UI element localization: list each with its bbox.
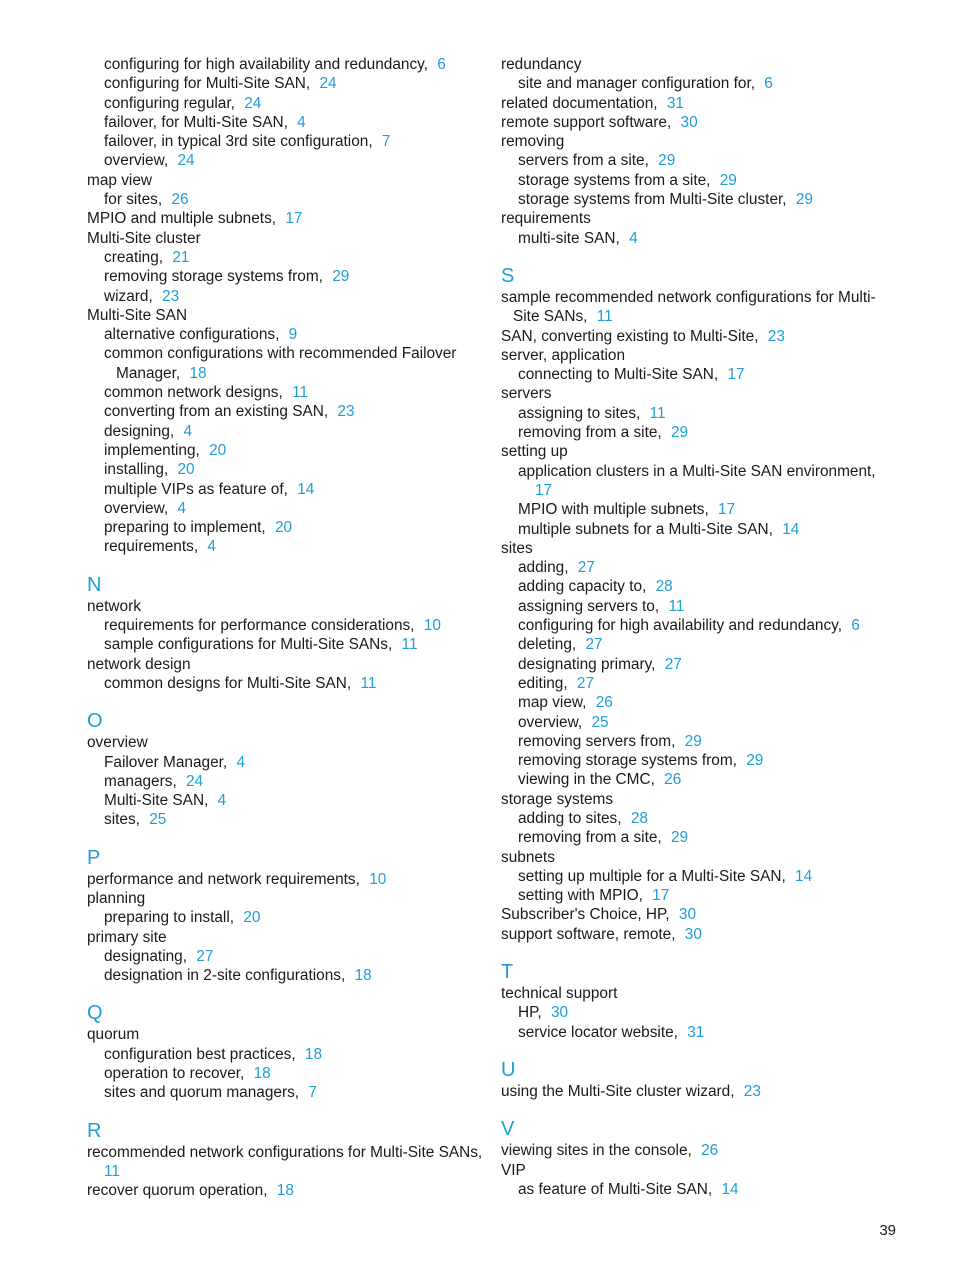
index-subentry — [501, 462, 901, 501]
page-reference-link[interactable]: 24 — [177, 152, 195, 170]
index-entry-text: requirements, — [104, 538, 199, 556]
index-subentry — [87, 753, 487, 772]
index-subentry — [87, 499, 487, 518]
index-section-letter: O — [87, 710, 103, 733]
index-entry — [87, 597, 487, 616]
page-reference-link[interactable]: 29 — [658, 152, 676, 170]
page-reference-link[interactable]: 26 — [701, 1142, 719, 1160]
page-reference-link[interactable]: 29 — [670, 829, 689, 847]
index-entry-text: technical support — [501, 985, 618, 1003]
page-reference-link[interactable]: 6 — [851, 617, 860, 635]
index-subentry — [501, 655, 901, 674]
index-entry-text: designing, — [104, 422, 175, 440]
index-subentry — [87, 383, 487, 402]
index-subentry — [87, 908, 487, 927]
index-entry — [501, 55, 901, 74]
index-entry-text: overview, — [518, 713, 583, 731]
index-subentry — [87, 267, 487, 286]
index-subentry — [87, 674, 487, 693]
index-entry — [501, 113, 901, 132]
index-entry — [87, 655, 487, 674]
index-subentry — [501, 616, 901, 635]
index-section-letter: S — [501, 264, 515, 287]
index-subentry — [501, 770, 901, 789]
index-entry — [87, 209, 487, 228]
index-subentry — [87, 537, 487, 556]
index-entry-text: converting from an existing SAN, — [104, 403, 329, 421]
index-entry-text: creating, — [104, 248, 164, 266]
index-subentry — [87, 190, 487, 209]
index-entry-text: connecting to Multi-Site SAN, — [518, 366, 719, 384]
index-subentry — [501, 190, 901, 209]
page-reference-link[interactable]: 4 — [207, 538, 216, 556]
index-entry-text: adding, — [518, 559, 569, 577]
index-section-letter: T — [501, 961, 514, 984]
index-entry-text: overview, — [104, 499, 169, 517]
index-entry — [87, 928, 487, 947]
page-reference-link[interactable]: 29 — [719, 171, 737, 189]
index-entry-text: setting up — [501, 443, 568, 461]
index-entry-text: MPIO with multiple subnets, — [518, 501, 709, 519]
page-reference-link[interactable]: 30 — [680, 113, 698, 131]
index-section-letter: V — [501, 1118, 515, 1141]
index-section-letter: Q — [87, 1002, 103, 1025]
index-entry-text: viewing in the CMC, — [518, 771, 655, 789]
index-entry-text: removing from a site, — [518, 424, 662, 442]
index-entry-text: planning — [87, 889, 146, 907]
index-entry-text: SAN, converting existing to Multi-Site, — [501, 327, 759, 345]
index-subentry — [87, 325, 487, 344]
page-reference-link[interactable]: 14 — [795, 867, 813, 885]
page-reference-link[interactable]: 26 — [171, 191, 189, 209]
index-entry-text: sites and quorum managers, — [104, 1084, 300, 1102]
index-entry-text: configuring for high availability and redundancy, — [104, 56, 428, 73]
index-section-letter: U — [501, 1058, 516, 1081]
page-reference-link[interactable]: 23 — [337, 403, 355, 421]
index-entry-text: preparing to install, — [104, 909, 235, 927]
index-section-letter: N — [87, 573, 102, 596]
index-entry-text: alternative configurations, — [104, 326, 280, 344]
index-entry — [501, 209, 901, 228]
index-entry-text: installing, — [104, 461, 169, 479]
index-entry-text: MPIO and multiple subnets, — [87, 210, 277, 228]
index-subentry — [87, 55, 487, 74]
page-reference-link[interactable]: 14 — [782, 520, 800, 538]
page-reference-link[interactable]: 27 — [585, 636, 603, 654]
index-entry-text: server, application — [501, 346, 626, 364]
index-entry — [87, 1181, 487, 1200]
index-entry-text: for sites, — [104, 191, 163, 209]
index-entry — [87, 1143, 487, 1182]
index-entry-text: configuring for Multi-Site SAN, — [104, 75, 311, 93]
index-subentry — [501, 597, 901, 616]
index-entry-text: sample configurations for Multi-Site SANs, — [104, 636, 393, 654]
index-subentry — [501, 171, 901, 190]
index-entry-text: configuring for high availability and redundancy, — [518, 617, 842, 635]
page-reference-link[interactable]: 25 — [149, 811, 167, 829]
index-entry — [87, 229, 487, 248]
page-reference-link[interactable]: 17 — [652, 887, 670, 905]
index-entry-text: viewing sites in the console, — [501, 1142, 692, 1160]
page-reference-link[interactable]: 7 — [308, 1084, 317, 1102]
index-entry-text: performance and network requirements, — [87, 870, 360, 888]
index-entry-text: multiple VIPs as feature of, — [104, 480, 288, 498]
index-subentry — [87, 344, 487, 383]
page-reference-link[interactable]: 11 — [649, 404, 666, 422]
index-entry-text: multiple subnets for a Multi-Site SAN, — [518, 520, 773, 538]
page-reference-link[interactable]: 4 — [297, 113, 306, 131]
page-reference-link[interactable]: 17 — [727, 366, 745, 384]
index-entry-text: assigning servers to, — [518, 597, 660, 615]
index-entry-text: network — [87, 597, 141, 615]
index-subentry — [87, 422, 487, 441]
index-subentry — [501, 404, 901, 423]
index-subentry — [501, 365, 901, 384]
index-entry-text: implementing, — [104, 441, 200, 459]
index-entry-text: Multi-Site SAN, — [104, 792, 209, 810]
index-subentry — [87, 402, 487, 421]
index-entry-text: remote support software, — [501, 113, 672, 131]
page-reference-link[interactable]: 23 — [162, 287, 180, 305]
page-reference-link[interactable]: 18 — [253, 1065, 271, 1083]
index-entry-text: setting up multiple for a Multi-Site SAN, — [518, 867, 786, 885]
index-entry-text: map view, — [518, 694, 587, 712]
index-entry-text: deleting, — [518, 636, 577, 654]
index-subentry — [501, 500, 901, 519]
page-reference-link[interactable]: 4 — [629, 229, 638, 247]
index-entry-text: sites — [501, 539, 533, 557]
index-entry-text: Multi-Site SAN — [87, 306, 188, 324]
index-entry-text: redundancy — [501, 56, 582, 73]
page-reference-link[interactable]: 24 — [319, 75, 337, 93]
index-entry-text: servers from a site, — [518, 152, 649, 170]
page-reference-link[interactable]: 28 — [655, 578, 673, 596]
index-subentry — [87, 810, 487, 829]
page-reference-link[interactable]: 11 — [401, 636, 418, 654]
page-reference-link[interactable]: 27 — [664, 655, 682, 673]
page-reference-link[interactable]: 24 — [244, 94, 262, 112]
index-section-letter: P — [87, 846, 101, 869]
index-entry — [501, 790, 901, 809]
index-subentry — [501, 423, 901, 442]
page-reference-link[interactable]: 26 — [664, 771, 682, 789]
index-entry — [501, 384, 901, 403]
index-entry-text: VIP — [501, 1161, 526, 1179]
index-subentry — [501, 751, 901, 770]
index-subentry — [87, 518, 487, 537]
index-entry — [501, 1141, 901, 1160]
index-entry — [501, 327, 901, 346]
index-subentry — [87, 94, 487, 113]
page-reference-link[interactable]: 29 — [670, 424, 689, 442]
index-subentry — [87, 460, 487, 479]
index-subentry — [87, 616, 487, 635]
page-reference-link[interactable]: 23 — [767, 327, 785, 345]
index-subentry — [501, 867, 901, 886]
index-entry-text: service locator website, — [518, 1023, 678, 1041]
page-reference-link[interactable]: 9 — [288, 326, 298, 344]
index-entry-text: wizard, — [104, 287, 153, 305]
page-reference-link[interactable]: 11 — [360, 674, 377, 692]
index-entry — [501, 539, 901, 558]
index-entry-text: operation to recover, — [104, 1065, 245, 1083]
page-reference-link[interactable]: 18 — [276, 1182, 294, 1200]
index-subentry — [501, 1180, 901, 1199]
index-entry-text: storage systems from Multi-Site cluster, — [518, 191, 787, 209]
index-subentry — [87, 113, 487, 132]
page-reference-link[interactable]: 11 — [596, 308, 613, 326]
page-reference-link[interactable]: 29 — [746, 752, 764, 770]
index-entry-text: designating, — [104, 947, 188, 965]
index-entry-text: removing storage systems from, — [104, 268, 323, 286]
index-subentry — [501, 520, 901, 539]
page-reference-link[interactable]: 10 — [423, 617, 441, 635]
index-section-letter: R — [87, 1119, 102, 1142]
page-reference-link[interactable]: 11 — [668, 597, 685, 615]
index-entry-text: HP, — [518, 1004, 542, 1022]
index-entry-text: editing, — [518, 674, 568, 692]
page-reference-link[interactable]: 29 — [795, 191, 813, 209]
index-subentry — [501, 74, 901, 93]
index-subentry — [87, 132, 487, 151]
index-subentry — [87, 947, 487, 966]
index-entry-text: designation in 2-site configurations, — [104, 967, 346, 985]
page-reference-link[interactable]: 21 — [172, 248, 190, 266]
index-entry-text: common designs for Multi-Site SAN, — [104, 674, 352, 692]
page-reference-link[interactable]: 27 — [577, 559, 595, 577]
index-entry-text: requirements for performance considerations, — [104, 617, 415, 635]
page-reference-link[interactable]: 28 — [630, 809, 648, 827]
page-reference-link[interactable]: 17 — [285, 210, 303, 228]
index-entry-text: primary site — [87, 928, 167, 946]
page-reference-link[interactable]: 17 — [718, 501, 736, 519]
index-entry-text: Multi-Site cluster — [87, 229, 201, 247]
index-subentry — [501, 635, 901, 654]
index-entry-text: multi-site SAN, — [518, 229, 620, 247]
index-entry — [87, 733, 487, 752]
index-subentry — [87, 1045, 487, 1064]
index-entry-text: removing storage systems from, — [518, 752, 737, 770]
page-reference-link[interactable]: 11 — [104, 1162, 120, 1180]
index-column-right — [501, 55, 901, 1199]
page-reference-link[interactable]: 29 — [332, 268, 350, 286]
index-entry — [87, 889, 487, 908]
index-entry-text: Failover Manager, — [104, 753, 228, 771]
index-entry-text: requirements — [501, 210, 591, 228]
index-entry — [501, 984, 901, 1003]
page-reference-link[interactable]: 18 — [304, 1045, 323, 1063]
index-entry-text: managers, — [104, 772, 177, 790]
index-column-left — [87, 55, 487, 1201]
index-subentry — [501, 886, 901, 905]
page-reference-link[interactable]: 27 — [576, 674, 595, 692]
index-entry-text: removing from a site, — [518, 829, 662, 847]
index-entry — [87, 171, 487, 190]
index-entry-text: using the Multi-Site cluster wizard, — [501, 1082, 735, 1100]
index-entry-text: storage systems — [501, 790, 614, 808]
index-subentry — [87, 1064, 487, 1083]
index-subentry — [87, 1083, 487, 1102]
index-subentry — [501, 732, 901, 751]
page-reference-link[interactable]: 4 — [236, 753, 246, 771]
index-subentry — [87, 441, 487, 460]
index-entry-text: removing servers from, — [518, 732, 676, 750]
index-entry-text: configuration best practices, — [104, 1045, 296, 1063]
index-subentry — [501, 809, 901, 828]
index-subentry — [87, 635, 487, 654]
index-subentry — [87, 966, 487, 985]
page-reference-link[interactable]: 26 — [595, 694, 613, 712]
index-entry-text: common configurations with recommended Failover Manager, — [104, 345, 457, 382]
index-entry — [87, 306, 487, 325]
index-entry — [501, 132, 901, 151]
index-entry — [501, 1161, 901, 1180]
index-subentry — [87, 791, 487, 810]
index-entry-text: configuring regular, — [104, 94, 235, 112]
index-subentry — [501, 558, 901, 577]
page-reference-link[interactable]: 20 — [177, 461, 195, 479]
index-entry-text: application clusters in a Multi-Site SAN environment, — [518, 462, 876, 480]
index-entry — [501, 94, 901, 113]
page-reference-link[interactable]: 24 — [186, 772, 204, 790]
page-reference-link[interactable]: 29 — [684, 732, 702, 750]
index-entry-text: assigning to sites, — [518, 404, 641, 422]
index-entry-text: related documentation, — [501, 94, 658, 112]
index-entry-text: support software, remote, — [501, 925, 676, 943]
index-entry-text: Subscriber's Choice, HP, — [501, 906, 670, 924]
index-entry — [501, 1082, 901, 1101]
page-reference-link[interactable]: 31 — [687, 1023, 705, 1041]
page-reference-link[interactable]: 14 — [721, 1180, 739, 1198]
index-entry-text: removing — [501, 133, 565, 151]
index-entry-text: site and manager configuration for, — [518, 75, 755, 93]
index-entry — [501, 288, 901, 327]
index-subentry — [87, 287, 487, 306]
index-entry-text: adding to sites, — [518, 809, 622, 827]
index-entry-text: recover quorum operation, — [87, 1182, 268, 1200]
page-reference-link[interactable]: 6 — [437, 56, 446, 73]
index-entry-text: quorum — [87, 1026, 140, 1044]
index-entry-text: storage systems from a site, — [518, 171, 711, 189]
index-entry — [501, 442, 901, 461]
index-entry-text: adding capacity to, — [518, 578, 647, 596]
page-reference-link[interactable]: 20 — [243, 909, 261, 927]
index-entry-text: failover, in typical 3rd site configuration, — [104, 133, 373, 151]
page-reference-link[interactable]: 7 — [381, 133, 391, 151]
page-reference-link[interactable]: 18 — [189, 364, 207, 382]
index-subentry — [87, 480, 487, 499]
page-reference-link[interactable]: 31 — [666, 94, 684, 112]
index-subentry — [501, 151, 901, 170]
index-entry-text: sample recommended network configurations for Multi-Site SANs, — [501, 288, 876, 326]
index-entry-text: preparing to implement, — [104, 519, 266, 537]
index-subentry — [87, 74, 487, 93]
index-entry — [87, 870, 487, 889]
page-reference-link[interactable]: 30 — [678, 906, 697, 924]
index-subentry — [501, 674, 901, 693]
page-reference-link[interactable]: 25 — [591, 713, 609, 731]
index-entry-text: overview, — [104, 152, 169, 170]
page-reference-link[interactable]: 10 — [369, 870, 387, 888]
page-reference-link[interactable]: 27 — [196, 947, 214, 965]
page-reference-link[interactable]: 20 — [274, 519, 293, 537]
page-reference-link[interactable]: 17 — [535, 481, 553, 499]
page-reference-link[interactable]: 11 — [292, 384, 309, 402]
index-subentry — [501, 713, 901, 732]
index-subentry — [501, 828, 901, 847]
index-subentry — [87, 248, 487, 267]
page-reference-link[interactable]: 30 — [684, 925, 702, 943]
index-subentry — [87, 151, 487, 170]
page-reference-link[interactable]: 20 — [209, 441, 227, 459]
index-entry — [501, 848, 901, 867]
index-entry-text: setting with MPIO, — [518, 887, 643, 905]
index-entry — [501, 905, 901, 924]
index-entry-text: as feature of Multi-Site SAN, — [518, 1180, 713, 1198]
index-subentry — [501, 1003, 901, 1022]
index-entry-text: designating primary, — [518, 655, 656, 673]
page-reference-link[interactable]: 30 — [550, 1004, 569, 1022]
index-subentry — [501, 229, 901, 248]
index-entry-text: recommended network configurations for Multi-Site SANs, — [87, 1143, 483, 1161]
page-reference-link[interactable]: 4 — [217, 792, 227, 810]
index-entry-text: servers — [501, 385, 552, 403]
index-subentry — [501, 693, 901, 712]
page-number: 39 — [879, 1222, 896, 1239]
index-entry-text: subnets — [501, 848, 555, 866]
index-entry — [87, 1025, 487, 1044]
index-entry — [501, 346, 901, 365]
index-entry-text: sites, — [104, 811, 140, 829]
index-entry-text: map view — [87, 171, 153, 189]
index-entry-text: network design — [87, 655, 191, 673]
page-reference-link[interactable]: 18 — [354, 967, 372, 985]
page-reference-link[interactable]: 6 — [764, 75, 773, 93]
page-reference-link[interactable]: 23 — [743, 1082, 761, 1100]
index-entry-text: overview — [87, 734, 148, 752]
page-reference-link[interactable]: 4 — [183, 422, 193, 440]
page-reference-link[interactable]: 4 — [177, 499, 186, 517]
index-entry-text: common network designs, — [104, 384, 283, 402]
index-entry-text: failover, for Multi-Site SAN, — [104, 113, 288, 131]
index-subentry — [501, 577, 901, 596]
index-entry — [501, 925, 901, 944]
index-subentry — [87, 772, 487, 791]
index-subentry — [501, 1023, 901, 1042]
page-reference-link[interactable]: 14 — [297, 480, 315, 498]
